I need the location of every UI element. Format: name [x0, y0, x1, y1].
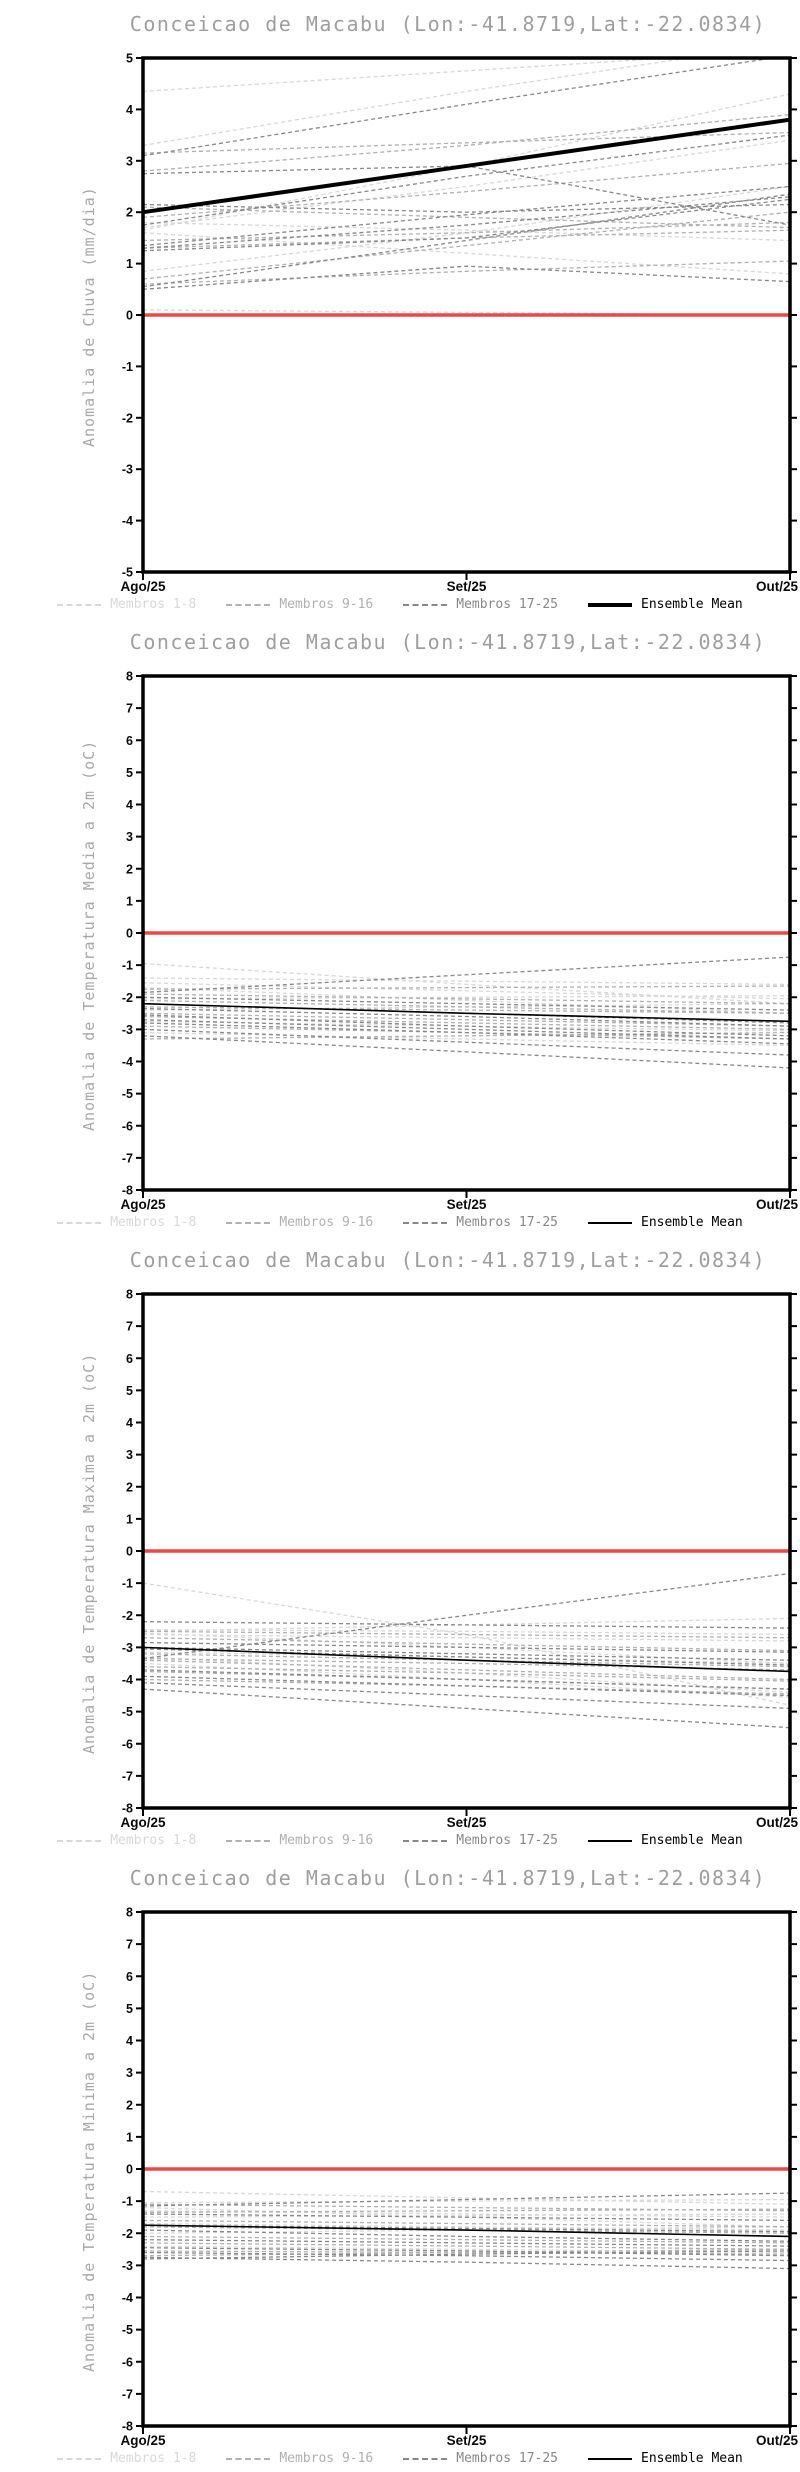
- plot-area: [0, 0, 800, 618]
- member-line: [143, 1657, 790, 1692]
- x-axis-ticks: [120, 1808, 798, 1830]
- plot-area: [0, 1236, 800, 1854]
- y-tick-label: 4: [126, 798, 133, 812]
- y-tick-label: 7: [126, 701, 133, 716]
- y-tick-label: 8: [126, 1905, 133, 1920]
- member-line: [143, 2236, 790, 2242]
- y-tick-label: -4: [121, 514, 133, 529]
- x-tick-label: Set/25: [446, 579, 487, 594]
- member-line: [143, 266, 790, 289]
- member-line: [143, 133, 790, 154]
- y-tick-label: -6: [121, 1737, 133, 1752]
- x-tick-label: Out/25: [755, 1197, 798, 1212]
- legend-line-sample: [226, 604, 270, 606]
- y-tick-label: 0: [126, 308, 133, 323]
- legend-item-group1: [57, 597, 196, 612]
- y-tick-label: -7: [121, 2387, 133, 2402]
- y-tick-label: -5: [121, 1705, 133, 1720]
- legend-line-sample: [403, 2458, 447, 2460]
- y-tick-label: -6: [121, 2355, 133, 2370]
- y-tick-label: 3: [126, 154, 133, 169]
- y-tick-label: 3: [126, 830, 133, 845]
- y-tick-label: 2: [126, 2098, 133, 2113]
- x-tick-label: Ago/25: [120, 2433, 166, 2448]
- member-line: [143, 986, 790, 989]
- y-tick-label: -1: [121, 2194, 133, 2209]
- legend-label: Membros 9-16: [279, 2451, 374, 2466]
- temp-media-anomaly-chart: [0, 618, 800, 1236]
- legend-label: Membros 17-25: [456, 1215, 558, 1230]
- chart-title: Conceicao de Macabu (Lon:-41.8719,Lat:-22.0834): [129, 1866, 767, 1890]
- legend-item-mean: [588, 597, 743, 612]
- y-axis-label: Anomalia de Temperatura Media a 2m (oC): [80, 739, 98, 1131]
- y-tick-label: -7: [121, 1151, 133, 1166]
- chart-title: Conceicao de Macabu (Lon:-41.8719,Lat:-22.0834): [129, 630, 767, 654]
- legend-line-sample: [588, 1840, 632, 1842]
- legend-item-group2: [226, 1215, 373, 1230]
- x-tick-label: Out/25: [755, 579, 798, 594]
- y-tick-label: 1: [126, 2130, 133, 2145]
- legend-line-sample: [588, 1222, 632, 1224]
- legend-label: Membros 17-25: [456, 597, 558, 612]
- x-axis-ticks: [120, 1190, 798, 1212]
- precip-anomaly-chart: [0, 0, 800, 618]
- chart-legend: [0, 1833, 800, 1848]
- legend-item-group3: [403, 1215, 558, 1230]
- x-tick-label: Set/25: [446, 1197, 487, 1212]
- x-tick-label: Ago/25: [120, 1815, 166, 1830]
- y-tick-label: 7: [126, 1319, 133, 1334]
- plot-area: [0, 618, 800, 1236]
- y-tick-label: 5: [126, 2001, 133, 2016]
- ensemble-mean-line: [143, 1647, 790, 1671]
- legend-label: Ensemble Mean: [641, 2451, 743, 2466]
- y-tick-label: 4: [126, 2034, 133, 2048]
- y-tick-label: 7: [126, 1937, 133, 1952]
- y-tick-label: 6: [126, 733, 133, 748]
- y-tick-label: 0: [126, 2162, 133, 2177]
- x-axis-ticks: [120, 572, 798, 594]
- member-line: [143, 233, 790, 274]
- y-tick-label: 5: [126, 765, 133, 780]
- legend-label: Membros 1-8: [110, 1215, 197, 1230]
- y-tick-label: 0: [126, 926, 133, 941]
- y-tick-label: -5: [121, 565, 133, 580]
- legend-line-sample: [588, 2458, 632, 2460]
- temp-minima-anomaly-chart: [0, 1854, 800, 2472]
- legend-item-group2: [226, 1833, 373, 1848]
- y-tick-label: -3: [121, 462, 133, 477]
- y-tick-label: -5: [121, 1087, 133, 1102]
- ensemble-mean-line: [143, 120, 790, 213]
- legend-item-group3: [403, 1833, 558, 1848]
- legend-label: Ensemble Mean: [641, 1833, 743, 1848]
- legend-label: Membros 9-16: [279, 597, 374, 612]
- member-line: [143, 1630, 790, 1635]
- legend-label: Membros 9-16: [279, 1833, 374, 1848]
- y-tick-label: -4: [121, 1055, 133, 1069]
- member-line: [143, 187, 790, 246]
- y-tick-label: 4: [126, 102, 133, 117]
- member-line: [143, 1033, 790, 1039]
- legend-line-sample: [403, 1840, 447, 1842]
- legend-item-mean: [588, 1833, 743, 1848]
- member-line: [143, 1013, 790, 1026]
- legend-line-sample: [226, 2458, 270, 2460]
- chart-legend: [0, 1215, 800, 1230]
- legend-line-sample: [57, 2458, 101, 2460]
- y-tick-label: -6: [121, 1119, 133, 1134]
- y-tick-label: -3: [121, 2258, 133, 2273]
- y-tick-label: 5: [126, 1383, 133, 1398]
- member-line: [143, 1033, 790, 1046]
- ensemble-members: [143, 957, 790, 1068]
- y-tick-label: 6: [126, 1351, 133, 1366]
- y-tick-label: -5: [121, 2323, 133, 2338]
- legend-label: Ensemble Mean: [641, 1215, 743, 1230]
- legend-item-group1: [57, 1215, 196, 1230]
- y-tick-label: 2: [126, 205, 133, 220]
- y-tick-label: 2: [126, 862, 133, 877]
- member-line: [143, 2240, 790, 2246]
- y-tick-label: -7: [121, 1769, 133, 1784]
- y-tick-label: 1: [126, 1512, 133, 1527]
- member-line: [143, 2220, 790, 2226]
- legend-line-sample: [226, 1222, 270, 1224]
- legend-line-sample: [57, 1840, 101, 1842]
- x-tick-label: Out/25: [755, 2433, 798, 2448]
- member-line: [143, 2243, 790, 2249]
- legend-label: Membros 1-8: [110, 1833, 197, 1848]
- y-tick-label: -1: [121, 359, 133, 374]
- legend-item-group2: [226, 597, 373, 612]
- member-line: [143, 2209, 790, 2212]
- member-line: [143, 1631, 790, 1637]
- y-tick-label: -8: [121, 2419, 133, 2434]
- legend-label: Membros 9-16: [279, 1215, 374, 1230]
- y-tick-label: 6: [126, 1969, 133, 1984]
- y-tick-label: 5: [126, 51, 133, 66]
- member-line: [143, 194, 790, 287]
- y-axis-label: Anomalia de Temperatura Maxima a 2m (oC): [80, 1352, 98, 1754]
- y-tick-label: 3: [126, 2066, 133, 2081]
- y-tick-label: 8: [126, 669, 133, 684]
- x-tick-label: Set/25: [446, 2433, 487, 2448]
- y-tick-label: -2: [121, 2226, 133, 2241]
- member-line: [143, 212, 790, 279]
- member-line: [143, 163, 790, 217]
- y-axis-label: Anomalia de Chuva (mm/dia): [80, 186, 98, 448]
- chart-legend: [0, 597, 800, 612]
- member-line: [143, 1647, 790, 1660]
- y-tick-label: -2: [121, 411, 133, 426]
- x-tick-label: Ago/25: [120, 1197, 166, 1212]
- legend-item-group3: [403, 2451, 558, 2466]
- member-line: [143, 1622, 790, 1628]
- member-line: [143, 1007, 790, 1013]
- legend-line-sample: [57, 1222, 101, 1224]
- y-tick-label: -3: [121, 1022, 133, 1037]
- y-tick-label: -8: [121, 1801, 133, 1816]
- legend-line-sample: [403, 1222, 447, 1224]
- x-axis-ticks: [120, 2426, 798, 2448]
- y-tick-label: 1: [126, 894, 133, 909]
- y-axis-label: Anomalia de Temperatura Minima a 2m (oC): [80, 1970, 98, 2372]
- legend-label: Membros 17-25: [456, 1833, 558, 1848]
- chart-title: Conceicao de Macabu (Lon:-41.8719,Lat:-22.0834): [129, 1248, 767, 1272]
- member-line: [143, 1573, 790, 1658]
- y-tick-label: 8: [126, 1287, 133, 1302]
- y-tick-label: 2: [126, 1480, 133, 1495]
- plot-area: [0, 1854, 800, 2472]
- legend-item-mean: [588, 1215, 743, 1230]
- y-tick-label: 4: [126, 1416, 133, 1430]
- member-line: [143, 2191, 790, 2204]
- y-tick-label: -1: [121, 1576, 133, 1591]
- y-tick-label: -8: [121, 1183, 133, 1198]
- y-tick-label: 1: [126, 257, 133, 272]
- y-tick-label: -2: [121, 990, 133, 1005]
- legend-label: Membros 1-8: [110, 597, 197, 612]
- legend-label: Ensemble Mean: [641, 597, 743, 612]
- y-tick-label: 0: [126, 1544, 133, 1559]
- legend-label: Membros 1-8: [110, 2451, 197, 2466]
- x-tick-label: Set/25: [446, 1815, 487, 1830]
- y-tick-label: -4: [121, 2291, 133, 2305]
- ensemble-members: [143, 43, 790, 315]
- legend-item-group1: [57, 1833, 196, 1848]
- legend-item-group3: [403, 597, 558, 612]
- y-tick-label: 3: [126, 1448, 133, 1463]
- x-tick-label: Out/25: [755, 1815, 798, 1830]
- member-line: [143, 1635, 790, 1641]
- temp-maxima-anomaly-chart: [0, 1236, 800, 1854]
- member-line: [143, 978, 790, 984]
- legend-line-sample: [403, 604, 447, 606]
- legend-label: Membros 17-25: [456, 2451, 558, 2466]
- chart-legend: [0, 2451, 800, 2466]
- legend-line-sample: [588, 603, 632, 607]
- y-tick-label: -3: [121, 1640, 133, 1655]
- member-line: [143, 1036, 790, 1068]
- x-tick-label: Ago/25: [120, 579, 166, 594]
- chart-title: Conceicao de Macabu (Lon:-41.8719,Lat:-22.0834): [129, 12, 767, 36]
- legend-item-group1: [57, 2451, 196, 2466]
- y-tick-label: -4: [121, 1673, 133, 1687]
- member-line: [143, 1680, 790, 1694]
- legend-line-sample: [57, 604, 101, 606]
- legend-item-group2: [226, 2451, 373, 2466]
- member-line: [143, 166, 790, 225]
- y-tick-label: -1: [121, 958, 133, 973]
- legend-item-mean: [588, 2451, 743, 2466]
- member-line: [143, 197, 790, 248]
- y-tick-label: -2: [121, 1608, 133, 1623]
- legend-line-sample: [226, 1840, 270, 1842]
